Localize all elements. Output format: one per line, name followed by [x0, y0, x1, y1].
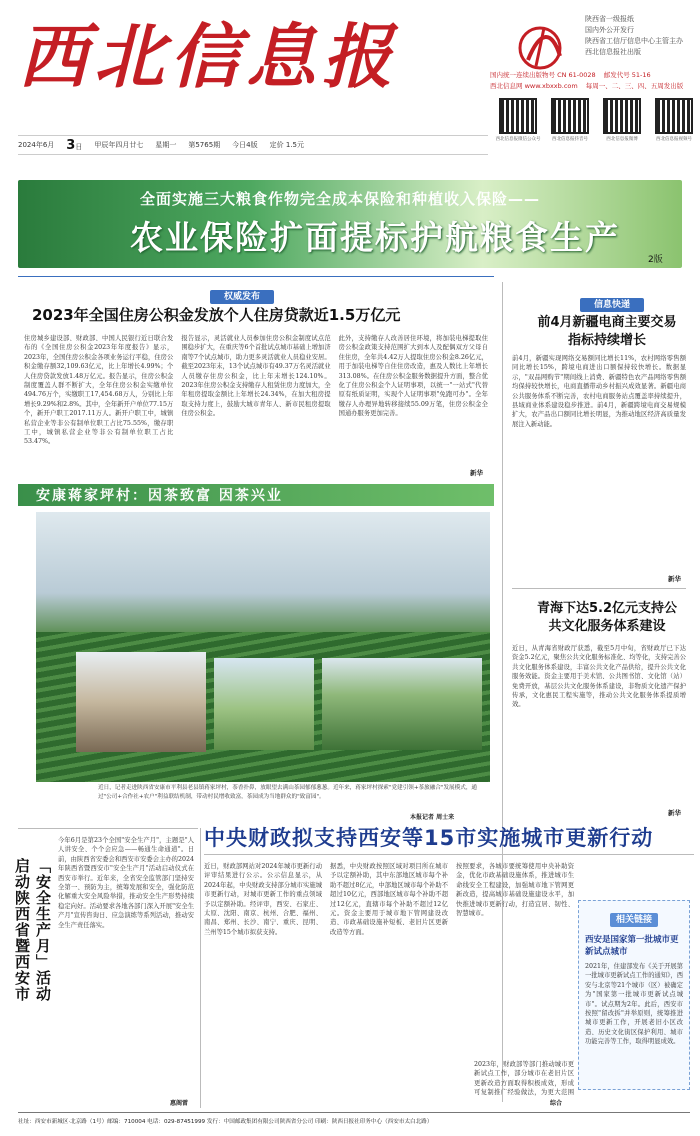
related-body: 2021年，住建部发布《关于开展第一批城市更新试点工作的通知》，西安与北京等21个城市（区）被确定为"国家第一批城市更新试点城市"。试点期为2年。此后，西安市按照"留改拆"并举原则，统筹推进城市更新工作，开展老旧小区改造、历史文化街区保护利用、城市功能完善等工作，取得明显成效。 [585, 963, 683, 1046]
tag-label: 相关链接 [610, 913, 658, 927]
ankang-header: 安康蒋家坪村：因茶致富 因茶兴业 [18, 484, 494, 506]
tag-label: 信息快递 [580, 298, 644, 312]
article-column: 报告显示，灵活就业人员参加住房公积金制度试点范围稳步扩大，在重庆等6个首批试点城市基础上增加济南等7个试点城市，助力更多灵活就业人员稳业安居。截至2023年末，13个试点城市有49.37万名灵活就业人员缴存住房公积金，比上年末增长124.10%。2023年住房公积金支持缴存人租赁住房力度加大，全年租房提取金额比上年增长24.34%，在加大租房提取支持力度上，鼓励大城市青年人、新市民租房提取住房公积金。 [181, 335, 331, 418]
article-column: 据悉，中央财政按照区域对项目所在城市予以定额补助，其中东部地区城市每个补助不超过8亿元，中部地区城市每个补助不超过10亿元，西部地区城市每个补助不超过12亿元，直辖市每个补助不超过12亿元。资金主要用于城市地下管网建设改造、市政基础设施补短板、老旧片区更新改造等方面。 [330, 863, 448, 936]
qr-code [548, 98, 592, 142]
pub-line: 西北信息报社出版 [585, 48, 641, 56]
qr-code-icon [603, 98, 641, 134]
pub-line: 陕西省工信厅信息中心主管主办 [585, 37, 683, 45]
qinghai-source: 新华 [668, 809, 681, 817]
postal-code: 邮发代号 51-16 [603, 71, 651, 79]
qr-caption: 西北信息报微信公众号 [495, 137, 541, 142]
qr-code [600, 98, 644, 142]
pub-line: 国内外公开发行 [585, 26, 634, 34]
inset-photo-field [322, 658, 482, 750]
lunar-date: 甲辰年四月廿七 [94, 141, 144, 149]
schedule: 每周一、二、三、四、五周发出版 [585, 82, 684, 90]
related-title: 西安是国家第一批城市更新试点城市 [585, 935, 679, 957]
xinjiang-body: 前4月，新疆实现网络交易额同比增长11%，农村网络零售额同比增长15%，跨境电商进出口额保持较快增长。数据显示，"双品网购节"期间线上消费、新疆特色农产品网络零售额均保持较快增长，电商直播带动乡村振兴成效显著。新疆电商公共服务体系不断完善，农村电商服务站点覆盖率持续提升，县域商业体系建设稳步推进。前4月，新疆跨境电商交易规模扩大，农产品出口额同比增长明显，为推动地区经济高质量发展注入新动能。 [512, 355, 686, 428]
xinjiang-title: 前4月新疆电商主要交易指标持续增长 [537, 315, 677, 348]
issue-number: 第5765期 [188, 141, 221, 149]
xinjiang-source: 新华 [668, 575, 681, 583]
date-day-suffix: 日 [75, 142, 83, 151]
dateline [18, 135, 488, 155]
qr-code-icon [551, 98, 589, 134]
pub-line: 陕西省一级报纸 [585, 15, 634, 23]
safety-body: 今年6月是第23个全国"安全生产月"，主题是"人人讲安全、个个会应急——畅通生命通道"。日前，由陕西省安委会和西安市安委会主办的2024年陕西省暨西安市"安全生产月"活动启动仪式在西安市举行。近年来，全省安全监管部门坚持安全第一、预防为主，统筹发展和安全，强化防范化解重大安全风险举措，推动安全生产形势持续稳定向好。活动要求各地各部门深入开展"安全生产月"宣传咨询日、应急演练等系列活动，推动安全生产责任落实。 [58, 837, 194, 929]
inset-photo-people [76, 652, 206, 752]
website: 西北信息网 www.xbxxb.com [490, 82, 578, 90]
inset-photo-gate [214, 658, 314, 750]
footer-info: 社址：西安市新城区·北京路（1号）邮编：710004 电话：029-87451999 发行：中国邮政集团有限公司陕西省分公司 印刷：陕西日报社印务中心（西安市太白北路） [18, 1112, 690, 1125]
renewal-source: 综合 [550, 1100, 563, 1107]
date-year-month: 2024年6月 [18, 141, 55, 149]
article-column: 此外，支持缴存人改善居住环境，将加装电梯提取住房公积金政策支持范围扩大到本人及配偶双方父母自住住房，全年共4.42万人提取住房公积金8.26亿元，用于加装电梯等自住住房改造，惠及人数比上年增长313.08%。在住房公积金服务数据提升方面，整合优化了住房公积金个人证明事项，以统一"一站式"代替原有纸质证明，实现个人证明事项"免跑可办"。全年缴存人办理异地转移接续55.09万笔，住房公积金全国通办服务更加完善。 [338, 335, 488, 418]
qr-caption: 西北信息报抖音号 [552, 137, 588, 142]
masthead-title: 西北信息报 [18, 15, 398, 98]
divider [18, 276, 494, 277]
photo-credit: 本报记者 周士来 [410, 814, 455, 821]
qr-caption: 西北信息报视频号 [656, 137, 692, 142]
qinghai-title: 青海下达5.2亿元支持公共文化服务体系建设 [536, 601, 678, 634]
housing-body [24, 334, 488, 472]
news-flash-tag [580, 292, 644, 311]
date-day: 3 [66, 137, 76, 153]
safety-title: 「安全生产月」活动启动陕西省暨西安市 [13, 858, 52, 1002]
photo-caption: 近日，记者走进陕西省安康市平利县老县镇蒋家坪村，茶香扑鼻，放眼望去满山茶园郁郁葱葱。近年来，蒋家坪村探索"党建引领+茶旅融合"发展模式，通过"公司+合作社+农户"利益联结机制，带动村民增收致富，茶园成为当地群众的"致富园"。 [98, 785, 478, 800]
qr-caption: 西北信息报微博 [606, 137, 638, 142]
tag-label: 权威发布 [210, 290, 274, 304]
price: 定价 1.5元 [269, 141, 304, 149]
page-count: 今日4版 [232, 141, 258, 149]
qr-code-icon [499, 98, 537, 134]
banner-title: 农业保险扩面提标护航粮食生产 [130, 218, 620, 257]
qr-code [652, 98, 696, 142]
housing-tag [210, 284, 274, 303]
housing-title: 2023年全国住房公积金发放个人住房贷款近1.5万亿元 [32, 306, 401, 324]
weekday: 星期一 [155, 141, 177, 149]
divider [204, 854, 694, 855]
publication-codes [490, 70, 695, 92]
qinghai-body: 近日，从青海省财政厅获悉，截至5月中旬，省财政厅已下达资金5.2亿元，聚焦公共文化服务标准化、均等化，支持完善公共文化服务体系建设，丰富公共文化产品供给，提升公共文化服务效能。资金主要用于美术馆、公共图书馆、文化馆（站）免费开放，基层公共文化服务体系建设，非物质文化遗产保护传承，文化惠民工程实施等，推动公共文化服务体系提质增效。 [512, 645, 686, 709]
renewal-col4: 2023年，财政部等部门推动城市更新试点工作，部分城市在老旧片区更新改造方面取得积极成效，形成可复制推广经验做法，为更大范围 [474, 1061, 574, 1096]
cn-number: 国内统一连续出版物号 CN 61-0028 [490, 71, 596, 79]
article-column: 近日，财政部网站对2024年城市更新行动评审结果进行公示。公示信息显示，从2024年起，中央财政支持部分城市实施城市更新行动，对城市更新工作的重点领域予以定额补助。经评审，西安、石家庄、太原、沈阳、南京、杭州、合肥、福州、南昌、郑州、长沙、南宁、重庆、昆明、兰州等15个城市拟获支持。 [204, 863, 322, 936]
divider [18, 828, 198, 829]
qr-code-row [496, 98, 696, 142]
related-link-box [578, 900, 690, 1090]
banner-edition: 2版 [648, 255, 663, 265]
tea-garden-photo [36, 512, 490, 782]
divider [512, 588, 686, 589]
publication-info [585, 14, 697, 58]
qr-code-icon [655, 98, 693, 134]
banner-subtitle: 全面实施三大粮食作物完全成本保险和种植收入保险—— [140, 190, 541, 208]
renewal-title: 中央财政拟支持西安等15市实施城市更新行动 [204, 826, 654, 850]
safety-source: 惠阁雷 [170, 1100, 189, 1107]
related-tag [604, 907, 664, 926]
qr-code [496, 98, 540, 142]
housing-source: 新华 [470, 469, 483, 477]
column-divider [200, 828, 201, 1108]
article-column: 按照要求，各城市要统筹使用中央补助资金，优化市政基础设施体系，推进城市生命线安全工程建设，加强城市地下管网更新改造，提高城市基础设施建设水平，加快推进城市更新行动，打造宜居、韧性、智慧城市。 [456, 863, 574, 918]
article-column: 住房城乡建设部、财政部、中国人民银行近日联合发布的《全国住房公积金2023年年度报告》显示，2023年，全国住房公积金各项业务运行平稳，住房公积金缴存额32,109.63亿元，比上年增长4.99%；个人住房贷款发放1.48万亿元。报告显示，住房公积金制度覆盖人群不断扩大，全年住房公积金实缴单位494.76万个，实缴职工17,454.68万人，分别比上年增长9.29%和2.8%。其中，全年新开户单位77.15万个，新开户职工2017.11万人。新开户职工中，城镇私营企业等非公有制单位职工占比75.55%，缴存职工中，城镇私营企业等非公有制单位职工占比53.47%。 [24, 335, 174, 446]
